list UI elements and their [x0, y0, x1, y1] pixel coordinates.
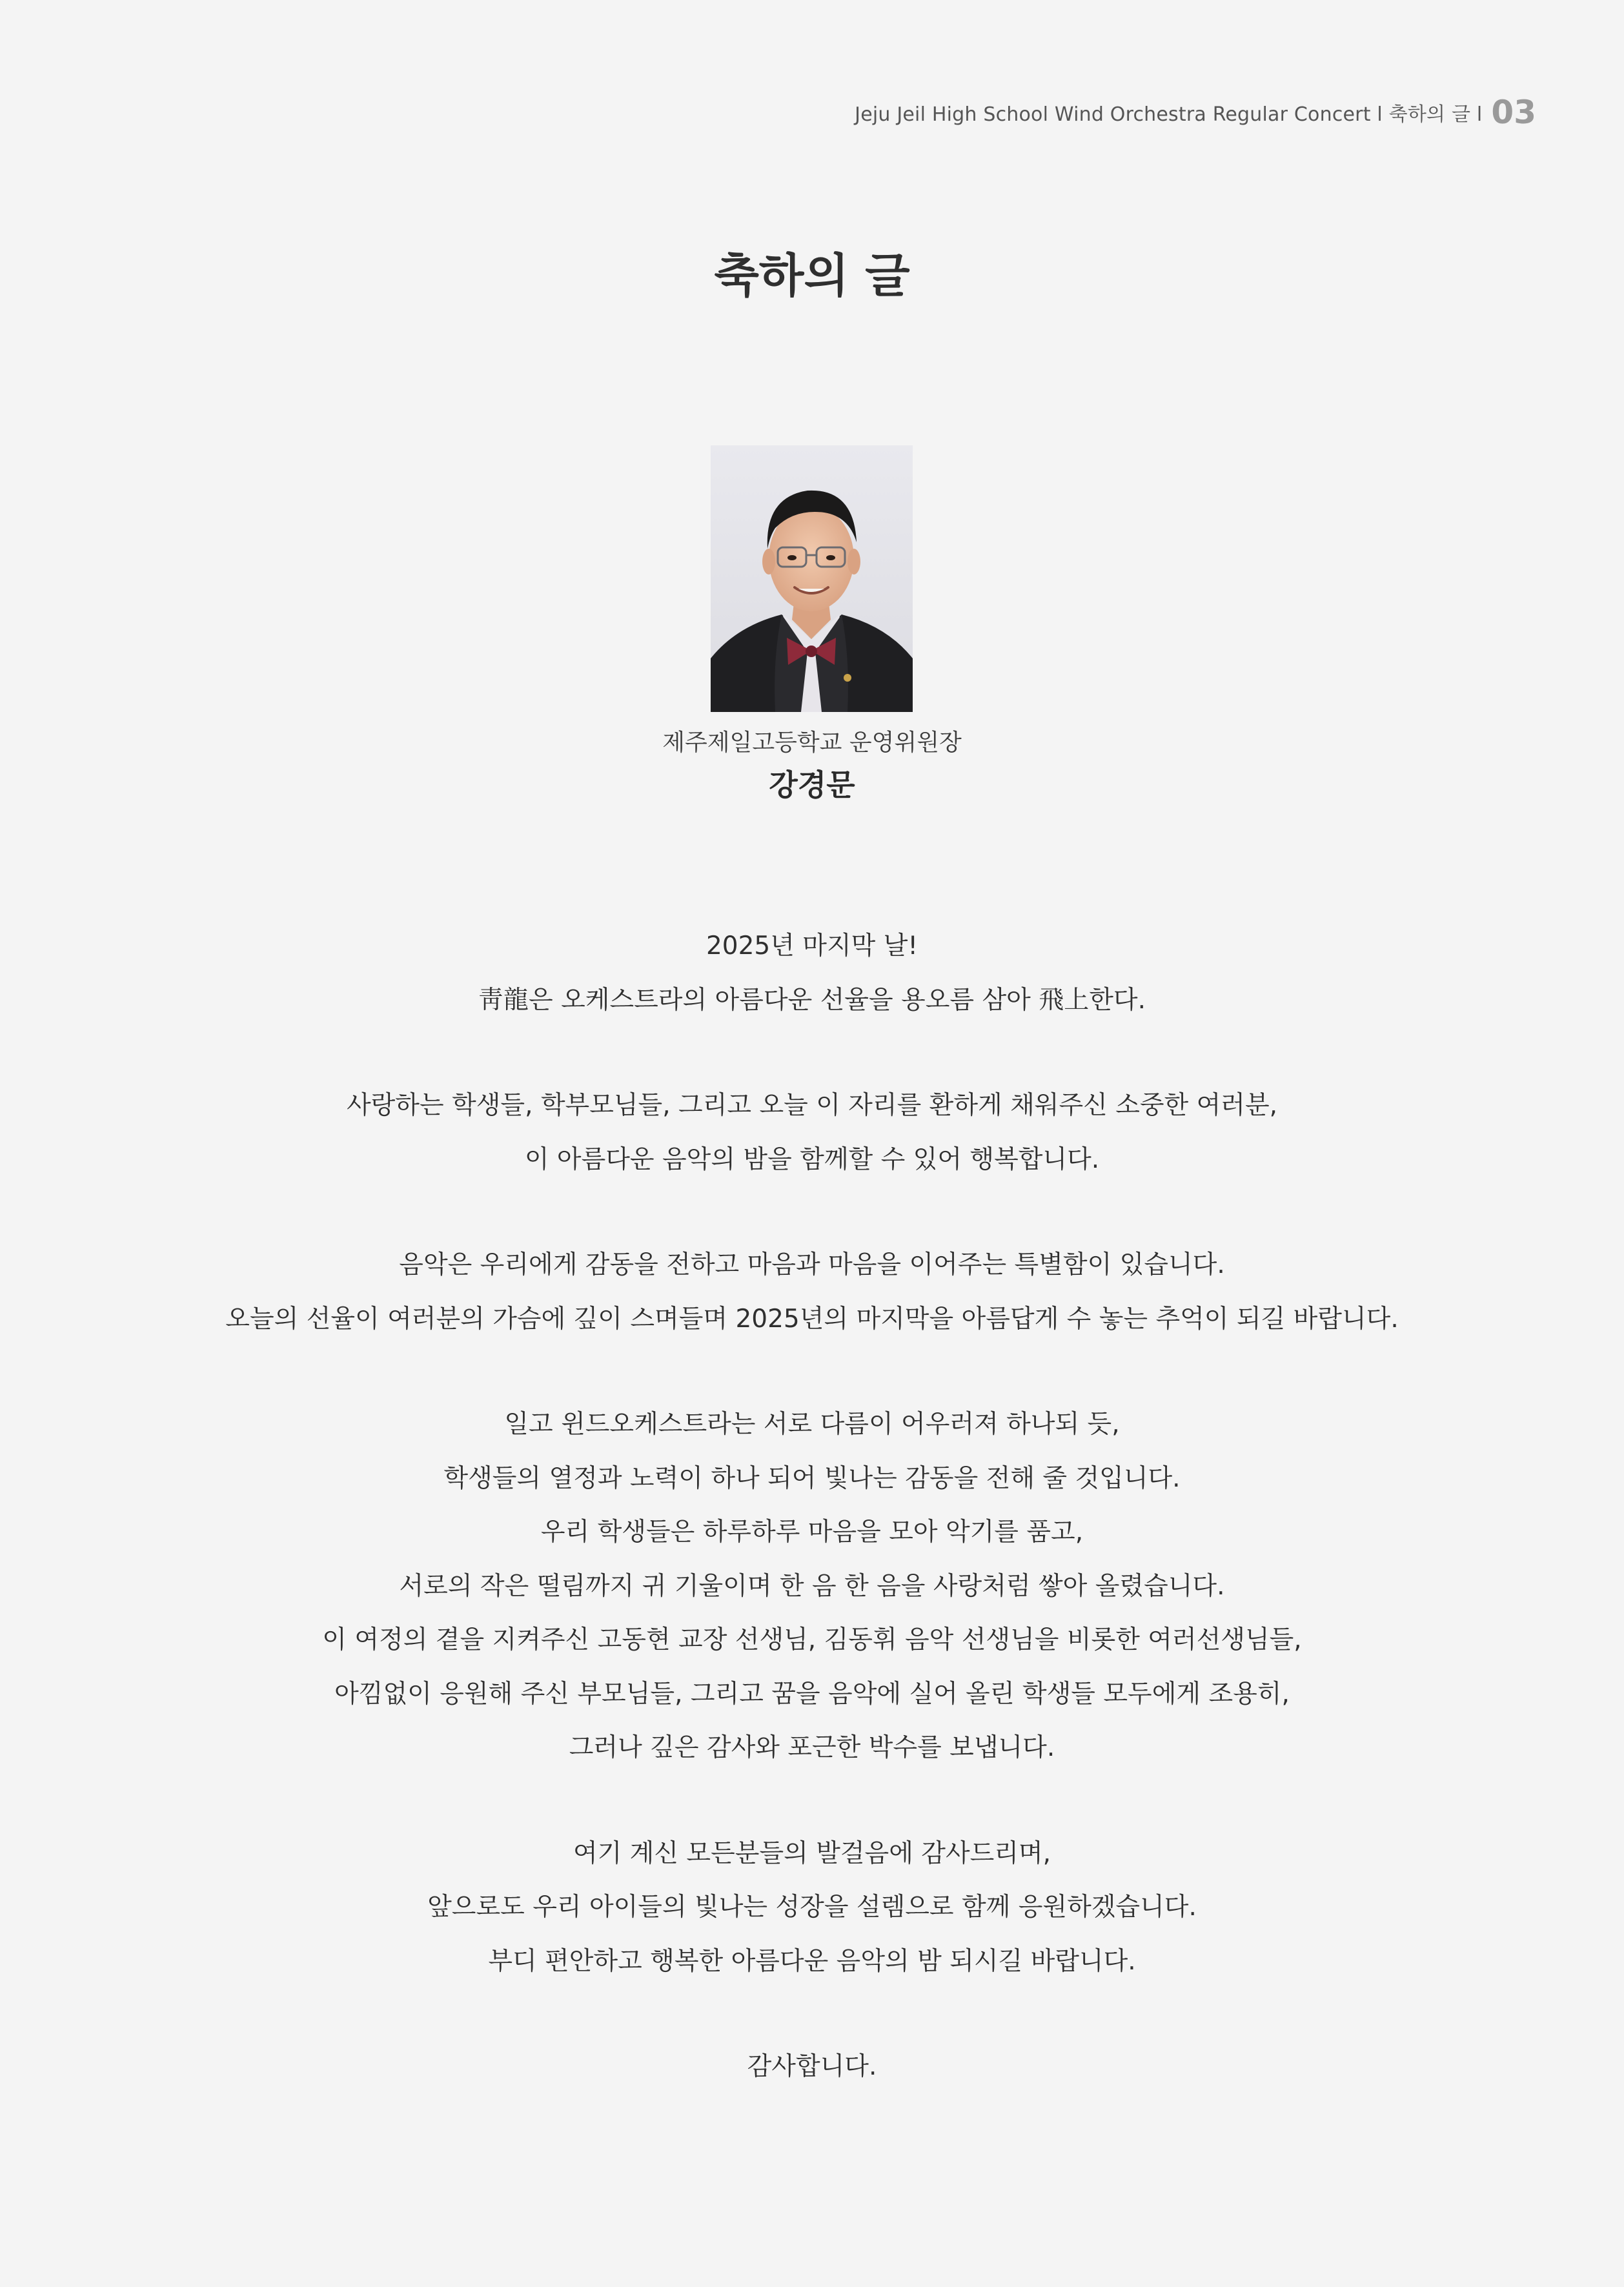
message-line: 여기 계신 모든분들의 발걸음에 감사드리며, [573, 1838, 1051, 1868]
message-line: 이 여정의 곁을 지켜주신 고동현 교장 선생님, 김동휘 음악 선생님을 비롯한 여러선생님들, [322, 1625, 1302, 1654]
message-line: 음악은 우리에게 감동을 전하고 마음과 마음을 이어주는 특별함이 있습니다. [399, 1250, 1225, 1279]
message-line: 서로의 작은 떨림까지 귀 기울이며 한 음 한 음을 사랑처럼 쌓아 올렸습니다. [399, 1571, 1225, 1601]
message-line: 사랑하는 학생들, 학부모님들, 그리고 오늘 이 자리를 환하게 채워주신 소중한 여러분, [346, 1091, 1278, 1120]
message-line: 오늘의 선율이 여러분의 가슴에 깊이 스며들며 2025년의 마지막을 아름답게 수 놓는 추억이 되길 바랍니다. [225, 1304, 1399, 1334]
running-header-title: Jeju Jeil High School Wind Orchestra Regular Concert l 축하의 글 l [855, 103, 1483, 126]
running-header [855, 93, 1536, 132]
author-position: 제주제일고등학교 운영위원장 [662, 729, 962, 756]
message-line: 靑龍은 오케스트라의 아름다운 선율을 용오름 삼아 飛上한다. [478, 985, 1146, 1015]
message-line: 아낌없이 응원해 주신 부모님들, 그리고 꿈을 음악에 실어 올린 학생들 모두에게 조용히, [334, 1679, 1290, 1709]
message-line: 2025년 마지막 날! [705, 931, 919, 961]
author-portrait-photo [711, 445, 913, 712]
message-closing: 감사합니다. [747, 2052, 877, 2081]
page-title: 축하의 글 [714, 249, 910, 303]
message-line: 그러나 깊은 감사와 포근한 박수를 보냅니다. [569, 1733, 1055, 1762]
message-line: 이 아름다운 음악의 밤을 함께할 수 있어 행복합니다. [524, 1144, 1100, 1174]
author-name: 강경문 [769, 767, 855, 802]
page-number: 03 [1491, 94, 1536, 131]
congratulatory-message [129, 927, 1495, 2102]
message-line: 일고 윈드오케스트라는 서로 다름이 어우러져 하나되 듯, [504, 1410, 1120, 1439]
message-line: 우리 학생들은 하루하루 마음을 모아 악기를 품고, [540, 1518, 1084, 1547]
message-line: 앞으로도 우리 아이들의 빛나는 성장을 설렘으로 함께 응원하겠습니다. [427, 1893, 1197, 1922]
message-line: 부디 편안하고 행복한 아름다운 음악의 밤 되시길 바랍니다. [488, 1946, 1136, 1976]
message-line: 학생들의 열정과 노력이 하나 되어 빛나는 감동을 전해 줄 것입니다. [443, 1463, 1181, 1493]
